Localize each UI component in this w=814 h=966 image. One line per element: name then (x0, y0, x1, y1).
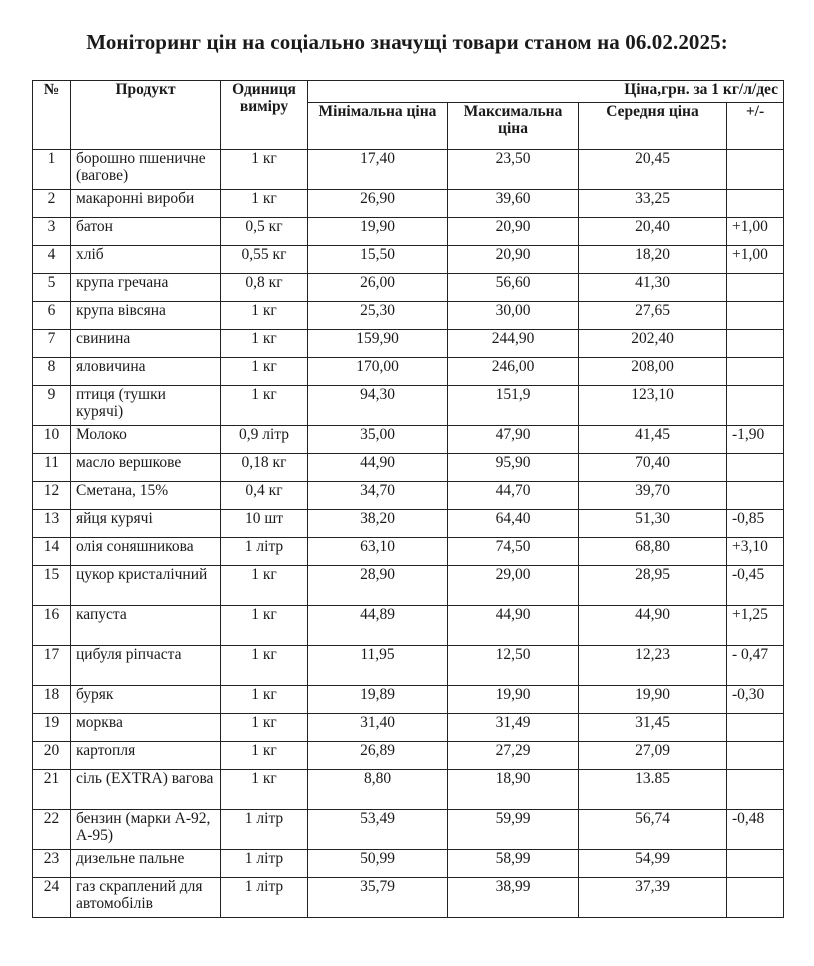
min-price: 19,89 (308, 686, 448, 714)
min-price: 50,99 (308, 850, 448, 878)
max-price: 19,90 (448, 686, 579, 714)
avg-price: 27,09 (579, 742, 727, 770)
price-change: +1,00 (727, 246, 784, 274)
avg-price: 33,25 (579, 190, 727, 218)
min-price: 170,00 (308, 358, 448, 386)
max-price: 58,99 (448, 850, 579, 878)
price-change: -0,45 (727, 566, 784, 606)
min-price: 31,40 (308, 714, 448, 742)
avg-price: 20,40 (579, 218, 727, 246)
table-row (33, 878, 784, 918)
max-price: 47,90 (448, 426, 579, 454)
min-price: 17,40 (308, 150, 448, 190)
price-change (727, 850, 784, 878)
max-price: 38,99 (448, 878, 579, 918)
max-price: 18,90 (448, 770, 579, 810)
unit-of-measure: 1 літр (221, 850, 308, 878)
table-row (33, 510, 784, 538)
avg-price: 18,20 (579, 246, 727, 274)
row-number: 8 (33, 358, 71, 386)
max-price: 20,90 (448, 218, 579, 246)
product-name: Молоко (71, 426, 221, 454)
max-price: 95,90 (448, 454, 579, 482)
product-name: Сметана, 15% (71, 482, 221, 510)
price-change (727, 482, 784, 510)
unit-of-measure: 1 кг (221, 330, 308, 358)
price-change (727, 770, 784, 810)
avg-price: 68,80 (579, 538, 727, 566)
avg-price: 31,45 (579, 714, 727, 742)
unit-of-measure: 10 шт (221, 510, 308, 538)
price-change (727, 878, 784, 918)
table-row (33, 274, 784, 302)
table-row (33, 714, 784, 742)
max-price: 29,00 (448, 566, 579, 606)
row-number: 6 (33, 302, 71, 330)
row-number: 24 (33, 878, 71, 918)
product-name: свинина (71, 330, 221, 358)
price-change (727, 714, 784, 742)
row-number: 5 (33, 274, 71, 302)
table-row (33, 386, 784, 426)
row-number: 4 (33, 246, 71, 274)
max-price: 39,60 (448, 190, 579, 218)
table-body (33, 150, 784, 918)
unit-of-measure: 0,55 кг (221, 246, 308, 274)
table-row (33, 218, 784, 246)
row-number: 13 (33, 510, 71, 538)
unit-of-measure: 1 літр (221, 878, 308, 918)
product-name: птиця (тушки курячі) (71, 386, 221, 426)
avg-price: 13.85 (579, 770, 727, 810)
table-row (33, 482, 784, 510)
table-row (33, 686, 784, 714)
row-number: 17 (33, 646, 71, 686)
max-price: 74,50 (448, 538, 579, 566)
min-price: 44,90 (308, 454, 448, 482)
avg-price: 20,45 (579, 150, 727, 190)
row-number: 3 (33, 218, 71, 246)
table-row (33, 246, 784, 274)
max-price: 20,90 (448, 246, 579, 274)
table-row (33, 566, 784, 606)
max-price: 59,99 (448, 810, 579, 850)
header-product: Продукт (71, 81, 221, 150)
unit-of-measure: 0,5 кг (221, 218, 308, 246)
price-change: - 0,47 (727, 646, 784, 686)
price-change (727, 454, 784, 482)
table-row (33, 190, 784, 218)
price-change: +1,00 (727, 218, 784, 246)
row-number: 16 (33, 606, 71, 646)
unit-of-measure: 1 кг (221, 646, 308, 686)
product-name: капуста (71, 606, 221, 646)
max-price: 44,90 (448, 606, 579, 646)
min-price: 63,10 (308, 538, 448, 566)
min-price: 28,90 (308, 566, 448, 606)
table-row (33, 302, 784, 330)
product-name: сіль (EXTRA) вагова (71, 770, 221, 810)
table-row (33, 330, 784, 358)
product-name: яловичина (71, 358, 221, 386)
page-title: Моніторинг цін на соціально значущі товари станом на 06.02.2025: (86, 30, 728, 54)
row-number: 7 (33, 330, 71, 358)
row-number: 19 (33, 714, 71, 742)
max-price: 246,00 (448, 358, 579, 386)
unit-of-measure: 1 кг (221, 190, 308, 218)
row-number: 15 (33, 566, 71, 606)
unit-of-measure: 1 кг (221, 770, 308, 810)
price-change (727, 742, 784, 770)
product-name: масло вершкове (71, 454, 221, 482)
unit-of-measure: 0,4 кг (221, 482, 308, 510)
max-price: 27,29 (448, 742, 579, 770)
unit-of-measure: 1 кг (221, 714, 308, 742)
min-price: 26,00 (308, 274, 448, 302)
min-price: 11,95 (308, 646, 448, 686)
unit-of-measure: 0,9 літр (221, 426, 308, 454)
row-number: 12 (33, 482, 71, 510)
min-price: 94,30 (308, 386, 448, 426)
avg-price: 41,45 (579, 426, 727, 454)
min-price: 19,90 (308, 218, 448, 246)
row-number: 10 (33, 426, 71, 454)
unit-of-measure: 1 кг (221, 358, 308, 386)
max-price: 44,70 (448, 482, 579, 510)
avg-price: 27,65 (579, 302, 727, 330)
header-unit: Одиниця виміру (221, 81, 308, 150)
avg-price: 208,00 (579, 358, 727, 386)
row-number: 18 (33, 686, 71, 714)
max-price: 30,00 (448, 302, 579, 330)
avg-price: 12,23 (579, 646, 727, 686)
avg-price: 56,74 (579, 810, 727, 850)
min-price: 26,89 (308, 742, 448, 770)
row-number: 21 (33, 770, 71, 810)
min-price: 26,90 (308, 190, 448, 218)
row-number: 22 (33, 810, 71, 850)
min-price: 159,90 (308, 330, 448, 358)
product-name: морква (71, 714, 221, 742)
table-row (33, 358, 784, 386)
unit-of-measure: 1 кг (221, 302, 308, 330)
price-change: +3,10 (727, 538, 784, 566)
table-row (33, 646, 784, 686)
product-name: газ скраплений для автомобілів (71, 878, 221, 918)
min-price: 15,50 (308, 246, 448, 274)
header-number: № (33, 81, 71, 150)
product-name: крупа гречана (71, 274, 221, 302)
price-change: -1,90 (727, 426, 784, 454)
min-price: 38,20 (308, 510, 448, 538)
row-number: 1 (33, 150, 71, 190)
min-price: 35,00 (308, 426, 448, 454)
price-change (727, 330, 784, 358)
product-name: цукор кристалічний (71, 566, 221, 606)
price-change (727, 190, 784, 218)
product-name: макаронні вироби (71, 190, 221, 218)
price-monitoring-table (32, 80, 784, 918)
max-price: 12,50 (448, 646, 579, 686)
product-name: крупа вівсяна (71, 302, 221, 330)
max-price: 151,9 (448, 386, 579, 426)
product-name: бензин (марки А-92, А-95) (71, 810, 221, 850)
price-change (727, 274, 784, 302)
price-change: +1,25 (727, 606, 784, 646)
price-change: -0,48 (727, 810, 784, 850)
table-row (33, 150, 784, 190)
table-row (33, 850, 784, 878)
header-change: +/- (727, 103, 784, 150)
row-number: 14 (33, 538, 71, 566)
product-name: картопля (71, 742, 221, 770)
product-name: хліб (71, 246, 221, 274)
min-price: 25,30 (308, 302, 448, 330)
unit-of-measure: 1 літр (221, 538, 308, 566)
avg-price: 41,30 (579, 274, 727, 302)
unit-of-measure: 1 кг (221, 386, 308, 426)
product-name: яйця курячі (71, 510, 221, 538)
avg-price: 44,90 (579, 606, 727, 646)
unit-of-measure: 0,18 кг (221, 454, 308, 482)
price-change: -0,30 (727, 686, 784, 714)
header-min-price: Мінімальна ціна (308, 103, 448, 150)
product-name: буряк (71, 686, 221, 714)
unit-of-measure: 1 кг (221, 150, 308, 190)
header-max-price: Максимальна ціна (448, 103, 579, 150)
row-number: 23 (33, 850, 71, 878)
price-change (727, 358, 784, 386)
price-change (727, 302, 784, 330)
row-number: 9 (33, 386, 71, 426)
product-name: олія соняшникова (71, 538, 221, 566)
row-number: 11 (33, 454, 71, 482)
product-name: цибуля ріпчаста (71, 646, 221, 686)
avg-price: 37,39 (579, 878, 727, 918)
avg-price: 70,40 (579, 454, 727, 482)
table-row (33, 770, 784, 810)
row-number: 20 (33, 742, 71, 770)
product-name: дизельне пальне (71, 850, 221, 878)
table-row (33, 810, 784, 850)
unit-of-measure: 1 кг (221, 566, 308, 606)
price-change (727, 150, 784, 190)
max-price: 23,50 (448, 150, 579, 190)
table-row (33, 606, 784, 646)
min-price: 53,49 (308, 810, 448, 850)
table-row (33, 454, 784, 482)
product-name: батон (71, 218, 221, 246)
price-change (727, 386, 784, 426)
row-number: 2 (33, 190, 71, 218)
max-price: 244,90 (448, 330, 579, 358)
price-change: -0,85 (727, 510, 784, 538)
table-row (33, 538, 784, 566)
avg-price: 54,99 (579, 850, 727, 878)
min-price: 35,79 (308, 878, 448, 918)
avg-price: 51,30 (579, 510, 727, 538)
header-avg-price: Середня ціна (579, 103, 727, 150)
avg-price: 28,95 (579, 566, 727, 606)
min-price: 8,80 (308, 770, 448, 810)
min-price: 44,89 (308, 606, 448, 646)
unit-of-measure: 1 кг (221, 686, 308, 714)
avg-price: 39,70 (579, 482, 727, 510)
unit-of-measure: 0,8 кг (221, 274, 308, 302)
unit-of-measure: 1 літр (221, 810, 308, 850)
table-row (33, 742, 784, 770)
max-price: 56,60 (448, 274, 579, 302)
min-price: 34,70 (308, 482, 448, 510)
avg-price: 19,90 (579, 686, 727, 714)
max-price: 64,40 (448, 510, 579, 538)
header-price-group: Ціна,грн. за 1 кг/л/дес (308, 81, 784, 103)
unit-of-measure: 1 кг (221, 606, 308, 646)
avg-price: 202,40 (579, 330, 727, 358)
product-name: борошно пшеничне (вагове) (71, 150, 221, 190)
unit-of-measure: 1 кг (221, 742, 308, 770)
max-price: 31,49 (448, 714, 579, 742)
avg-price: 123,10 (579, 386, 727, 426)
table-row (33, 426, 784, 454)
